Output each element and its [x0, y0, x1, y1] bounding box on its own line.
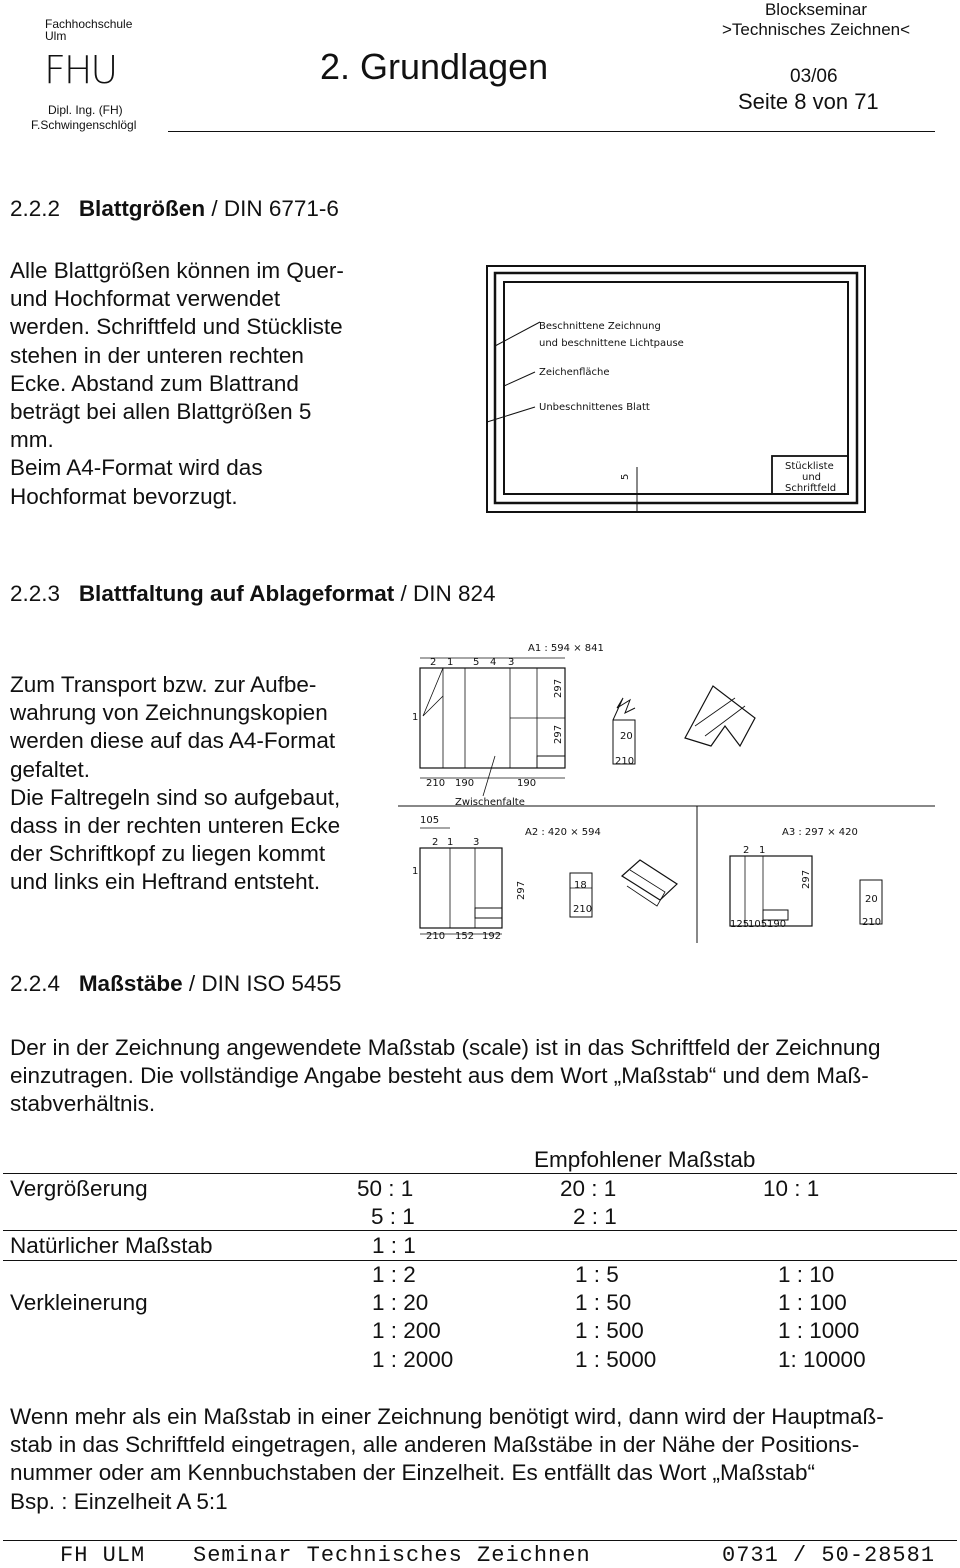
text-line: Der in der Zeichnung angewendete Maßstab (scale) ist in das Schriftfeld der Zeichnung: [10, 1035, 881, 1060]
text-line: der Schriftkopf zu liegen kommt: [10, 841, 326, 867]
table-rule: [3, 1173, 957, 1174]
section-heading-223: 2.2.3 Blattfaltung auf Ablageformat / DIN 824: [10, 581, 496, 606]
table-cell: 1 : 500: [575, 1318, 644, 1343]
table-cell: 50 : 1: [357, 1176, 414, 1201]
text-line: wahrung von Zeichnungskopien: [10, 700, 328, 726]
section-223-text: [10, 671, 390, 897]
table-cell: 1 : 20: [372, 1290, 429, 1315]
a2-width-label: 210: [426, 931, 446, 942]
chapter-title: 2. Grundlagen: [320, 46, 549, 87]
institution-name: Fachhochschule: [45, 17, 133, 31]
date: 03/06: [790, 66, 838, 87]
text-line: einzutragen. Die vollständige Angabe besteht aus dem Wort „Maßstab“ und dem Maß-: [10, 1063, 869, 1089]
a1-fold-number: 5: [473, 657, 480, 668]
a1-format-label: A1 : 594 × 841: [528, 643, 604, 654]
a1-folded-label: 210: [615, 756, 635, 767]
a1-folded-label: 20: [620, 731, 633, 742]
a1-height-label: 297: [553, 724, 564, 744]
a2-width-label: 192: [482, 931, 502, 942]
table-row-label: Vergrößerung: [10, 1176, 148, 1201]
text-line: Beim A4-Format wird das: [10, 455, 263, 481]
a1-3d-fold-line: [705, 706, 745, 736]
a1-height-label: 297: [553, 678, 564, 698]
cut-drawing-label: und beschnittene Lichtpause: [539, 338, 684, 349]
a3-height-label: 297: [801, 869, 812, 889]
a3-folded-label: 210: [862, 917, 882, 928]
a2-folded-label: 18: [574, 880, 587, 891]
leader-line: [495, 322, 540, 346]
text-line: werden. Schriftfeld und Stückliste: [10, 314, 343, 340]
text-line: Ecke. Abstand zum Blattrand: [10, 370, 299, 396]
margin-label: 5: [620, 473, 631, 480]
a1-corner-fold: [423, 668, 443, 716]
text-line: Alle Blattgrößen können im Quer-: [10, 258, 344, 283]
a3-fold-number: 1: [759, 845, 766, 856]
table-cell: 1 : 5: [575, 1262, 619, 1287]
drawing-area-label: Zeichenfläche: [539, 367, 610, 378]
a2-height-label: 297: [516, 880, 527, 900]
page-number: Seite 8 von 71: [738, 89, 879, 114]
table-cell: 1 : 1: [372, 1233, 416, 1258]
course-title: >Technisches Zeichnen<: [721, 20, 911, 39]
text-line: Wenn mehr als ein Maßstab in einer Zeichnung benötigt wird, dann wird der Hauptmaß-: [10, 1404, 884, 1429]
table-cell: 1 : 1000: [778, 1318, 860, 1343]
text-line: werden diese auf das A4-Format: [10, 728, 336, 754]
table-cell: 1 : 10: [778, 1262, 835, 1287]
section-222-text: [10, 257, 390, 511]
section-heading-224: 2.2.4 Maßstäbe / DIN ISO 5455: [10, 971, 342, 996]
text-line: mm.: [10, 427, 54, 453]
section-heading-222: 2.2.2 Blattgrößen / DIN 6771-6: [10, 196, 339, 221]
a1-width-label: 190: [455, 778, 475, 789]
text-line: stehen in der unteren rechten: [10, 342, 304, 368]
a3-width-label: 105: [748, 919, 768, 930]
a1-fold-number: 2: [430, 657, 437, 668]
a3-sheet: [730, 856, 812, 926]
a1-fold-number: 1: [447, 657, 454, 668]
table-cell: 5 : 1: [371, 1204, 415, 1229]
a1-fold-number: 4: [490, 657, 497, 668]
table-cell: 1 : 50: [575, 1290, 632, 1315]
sheet-size-figure: [480, 262, 870, 517]
text-line: beträgt bei allen Blattgrößen 5: [10, 399, 312, 425]
a1-width-label: 210: [426, 778, 446, 789]
institution-city: Ulm: [45, 29, 67, 43]
text-line: Die Faltregeln sind so aufgebaut,: [10, 784, 341, 810]
table-cell: 1 : 5000: [575, 1347, 657, 1372]
a3-width-label: 125: [730, 919, 750, 930]
text-line: und Hochformat verwendet: [10, 286, 281, 312]
author-name: F.Schwingenschlögl: [31, 118, 137, 132]
a1-fold-number: 1: [412, 712, 419, 723]
table-row-label: Natürlicher Maßstab: [10, 1233, 213, 1258]
title-block-label: Stückliste: [785, 461, 834, 472]
footer-middle: Seminar Technisches Zeichnen: [193, 1543, 591, 1568]
a1-fold-number: 3: [508, 657, 515, 668]
table-cell: 1 : 2000: [372, 1347, 454, 1372]
footer-left: FH ULM: [60, 1543, 146, 1568]
title-block-label: Schriftfeld: [785, 483, 837, 494]
uncut-sheet-label: Unbeschnittenes Blatt: [539, 402, 650, 413]
a2-3d-fold-line: [627, 870, 665, 906]
text-line: gefaltet.: [10, 756, 91, 782]
section-224-intro: [10, 1034, 960, 1119]
folding-figure: [395, 638, 940, 948]
footer-right: 0731 / 50-28581: [722, 1543, 936, 1568]
a2-margin-label: 105: [420, 815, 440, 826]
text-line: Hochformat bevorzugt.: [10, 483, 238, 509]
author-title: Dipl. Ing. (FH): [48, 103, 123, 117]
a1-title-block: [537, 756, 565, 768]
text-line: und links ein Heftrand entsteht.: [10, 869, 321, 895]
a2-3d-folded-sketch: [622, 860, 677, 900]
table-header: Empfohlener Maßstab: [534, 1147, 756, 1172]
a2-fold-number: 1: [447, 837, 454, 848]
a1-fold-leader: [483, 756, 495, 796]
a3-width-label: 190: [767, 919, 787, 930]
text-line: dass in der rechten unteren Ecke: [10, 813, 341, 839]
a2-sheet: [420, 848, 502, 928]
a1-zigzag-edge: [613, 698, 635, 720]
table-cell: 1 : 200: [372, 1318, 441, 1343]
a2-fold-number: 2: [432, 837, 439, 848]
table-cell: 10 : 1: [763, 1176, 820, 1201]
title-block-label: und: [802, 472, 822, 483]
text-line: stab in das Schriftfeld eingetragen, alle anderen Maßstäbe in der Nähe der Positions-: [10, 1432, 860, 1458]
text-line: Zum Transport bzw. zur Aufbe-: [10, 672, 317, 697]
fhu-logo: FHU: [44, 48, 117, 92]
header-rule: [168, 131, 935, 132]
table-cell: 1: 10000: [778, 1347, 866, 1372]
section-224-closing: [10, 1403, 960, 1516]
a2-folded-label: 210: [573, 904, 593, 915]
a1-width-label: 190: [517, 778, 537, 789]
text-line: Bsp. : Einzelheit A 5:1: [10, 1488, 228, 1514]
text-line: stabverhältnis.: [10, 1091, 156, 1117]
table-cell: 1 : 100: [778, 1290, 847, 1315]
a3-format-label: A3 : 297 × 420: [782, 827, 858, 838]
intermediate-fold-label: Zwischenfalte: [455, 797, 525, 808]
a2-fold-number: 1: [412, 866, 419, 877]
table-cell: 2 : 1: [573, 1204, 617, 1229]
table-rule: [3, 1230, 957, 1231]
a2-width-label: 152: [455, 931, 475, 942]
table-rule: [3, 1260, 957, 1261]
text-line: nummer oder am Kennbuchstaben der Einzelheit. Es entfällt das Wort „Maßstab“: [10, 1460, 815, 1486]
a3-folded-label: 20: [865, 894, 878, 905]
a2-title-block: [475, 908, 502, 918]
cut-drawing-label: Beschnittene Zeichnung: [539, 321, 661, 332]
a1-3d-fold-line: [695, 698, 735, 726]
seminar-title: Blockseminar: [764, 0, 868, 19]
a2-fold-number: 3: [473, 837, 480, 848]
table-row-label: Verkleinerung: [10, 1290, 148, 1315]
leader-line: [504, 372, 535, 386]
a1-3d-folded-sketch: [685, 686, 755, 746]
a2-format-label: A2 : 420 × 594: [525, 827, 601, 838]
table-cell: 20 : 1: [560, 1176, 617, 1201]
table-cell: 1 : 2: [372, 1262, 416, 1287]
a3-fold-number: 2: [743, 845, 750, 856]
footer-rule: [3, 1540, 957, 1541]
